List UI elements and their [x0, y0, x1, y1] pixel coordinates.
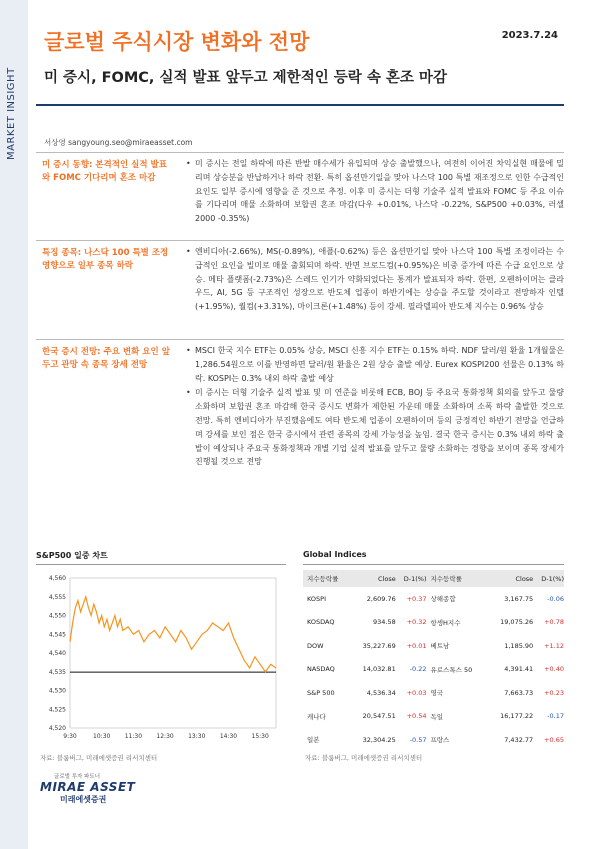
section-stocks — [36, 240, 564, 340]
index-change: +1.12 — [544, 641, 564, 650]
index-change: +0.37 — [406, 594, 427, 603]
index-change: +0.32 — [406, 618, 427, 627]
table-row — [303, 658, 564, 682]
index-close: 7,663.73 — [504, 688, 534, 697]
index-change: -0.17 — [547, 712, 564, 721]
sidebar-label — [6, 20, 22, 180]
column-header: 지수등락률 — [303, 570, 351, 587]
table-row — [303, 611, 564, 635]
y-tick-label: 4,540 — [48, 650, 66, 657]
x-tick-label: 11:30 — [124, 733, 143, 740]
index-close: 4,391.41 — [504, 665, 534, 674]
sp500-intraday-chart — [36, 568, 286, 748]
column-header: D-1(%) — [533, 570, 564, 587]
index-close: 35,227.69 — [362, 641, 396, 650]
index-name: 상해종합 — [430, 595, 456, 604]
column-header: Close — [351, 570, 396, 587]
x-tick-label: 10:30 — [93, 733, 111, 740]
index-change: -0.57 — [409, 735, 427, 744]
bullet-text: • 엔비디아(-2.66%), MS(-0.89%), 애플(-0.62%) 등은 옵션만기일 맞아 나스닥 100 특별 조정이라는 수급적인 요인을 빌미로 매물 출회되며 하락. 반면 브로드컴(+0.95%)은 비중 증가에 따른 수급 요인으로 상승. 메타 플랫폼(-2.73%)은 스레드 인기가 약화되었다는 통계가 발표되자 하락. 한편, 오펜하이머는 클라우드, AI, 5G 등 구조적인 성장으로 반도체 업종이 하반기에는 상승을 주도할 것이라고 전망하자 인텔(+1.95%), 퀄컴(+3.31%), 마이크론(+1.48%) 등이 강세. 필라델피아 반도체 지수는 0.96% 상승 — [186, 245, 564, 314]
global-indices-table — [303, 570, 564, 752]
index-name: S&P 500 — [307, 688, 335, 697]
x-tick-label: 12:30 — [156, 733, 174, 740]
table-title: Global Indices — [303, 550, 367, 559]
sp500-chart-panel — [36, 550, 286, 762]
table-source: 자료: 블룸버그, 미래에셋증권 리서치센터 — [305, 754, 423, 762]
y-tick-label: 4,530 — [48, 687, 66, 695]
section-heading: 한국 증시 전망: 주요 변화 요인 앞두고 관망 속 종목 장세 전망 — [42, 347, 170, 370]
index-change: +0.54 — [406, 712, 427, 721]
x-tick-label: 14:30 — [219, 733, 238, 740]
plot-frame — [70, 578, 276, 728]
index-name: KOSDAQ — [307, 618, 335, 627]
panel-rule — [303, 564, 564, 565]
panel-rule — [36, 564, 286, 565]
index-change: +0.40 — [544, 665, 564, 674]
page-title: 글로벌 주식시장 변화와 전망 — [44, 30, 310, 54]
index-close: 1,185.90 — [504, 641, 534, 650]
index-close: 2,609.76 — [366, 594, 396, 603]
table-row — [303, 705, 564, 729]
index-close: 7,432.77 — [504, 735, 534, 744]
sp500-series-line — [70, 597, 276, 672]
section-body — [186, 344, 564, 470]
x-tick-label: 15:30 — [251, 733, 269, 740]
page-subtitle: 미 증시, FOMC, 실적 발표 앞두고 제한적인 등락 속 혼조 마감 — [44, 70, 447, 86]
index-name: 독일 — [430, 712, 444, 721]
column-header: D-1(%) — [396, 570, 427, 587]
table-header-row — [303, 570, 564, 587]
bullet-text: • 미 증시는 더형 기술주 실적 발표 및 미 연준을 비롯해 ECB, BOJ 등 주요국 통화정책 회의를 앞두고 물량 소화하며 보합권 혼조 마감해 한국 증시도 변화가 제한된 가운데 매물 소화하며 소폭 하락 출발한 것으로 전망. 특히 엔비디아가 부진했음에도 여타 반도체 업종이 오펜하이머 등의 긍정적인 하반기 전망을 언급하며 강세를 보인 점은 한국 증시에서 관련 종목의 강세 가능성을 높임. 결국 한국 증시는 0.3% 내외 하락 출발이 예상되나 주요국 통화정책과 개별 기업 실적 발표를 앞두고 물량 소화하는 경향을 보이며 종목 장세가 진행될 것으로 전망 — [186, 386, 564, 469]
index-close: 16,177.22 — [500, 712, 534, 721]
index-change: +0.23 — [544, 688, 564, 697]
index-name: 프랑스 — [430, 736, 450, 745]
y-tick-label: 4,545 — [48, 631, 66, 639]
table-row — [303, 681, 564, 705]
index-close: 14,032.81 — [362, 665, 396, 674]
index-name: NASDAQ — [307, 665, 335, 674]
chart-title: S&P500 일중 차트 — [36, 551, 108, 560]
table-row — [303, 728, 564, 752]
index-close: 4,536.34 — [366, 688, 396, 697]
section-body — [186, 157, 564, 227]
index-name: 캐나다 — [307, 712, 326, 721]
index-name: 유로스톡스 50 — [430, 665, 473, 674]
report-date: 2023.7.24 — [501, 30, 558, 41]
x-tick-label: 13:30 — [188, 733, 206, 740]
title-rule — [36, 104, 564, 106]
index-change: +0.65 — [544, 735, 564, 744]
section-body — [186, 245, 564, 315]
x-tick-label: 9:30 — [63, 733, 77, 740]
index-change: +0.03 — [406, 688, 427, 697]
index-name: 일본 — [307, 736, 320, 745]
table-row — [303, 634, 564, 658]
column-header: 지수등락률 — [426, 570, 488, 587]
y-tick-label: 4,525 — [48, 706, 66, 714]
index-name: DOW — [307, 641, 324, 650]
index-close: 3,167.75 — [504, 594, 534, 603]
index-close: 934.58 — [372, 618, 396, 627]
section-korea — [36, 339, 564, 519]
y-tick-label: 4,520 — [48, 725, 66, 732]
y-tick-label: 4,550 — [48, 612, 66, 620]
index-change: -0.22 — [409, 665, 427, 674]
sidebar-label-text: MARKET INSIGHT — [6, 67, 17, 160]
index-close: 19,075.26 — [500, 618, 534, 627]
index-close: 20,547.51 — [362, 712, 396, 721]
global-indices-panel — [303, 550, 564, 762]
logo-brand: MIRAE ASSET — [40, 780, 136, 794]
y-tick-label: 4,535 — [48, 668, 66, 676]
chart-source: 자료: 블룸버그, 미래에셋증권 리서치센터 — [40, 754, 158, 762]
index-name: 항셍H지수 — [430, 618, 461, 627]
y-tick-label: 4,560 — [48, 575, 66, 582]
mirae-asset-logo — [40, 772, 135, 805]
bullet-text: • MSCI 한국 지수 ETF는 0.05% 상승, MSCI 신흥 지수 ETF는 0.15% 하락. NDF 달러/원 환율 1개월물은 1,286.54원으로 이를 반영하면 달러/원 환율은 2원 상승 출발 예상. Eurex KOSPI200 선물은 0.13% 하락. KOSPI는 0.3% 내외 하락 출발 예상 — [186, 344, 564, 385]
index-change: +0.01 — [406, 641, 427, 650]
logo-tagline: 글로벌 투자 파트너 — [54, 774, 101, 780]
section-us-market — [36, 152, 564, 252]
index-change: -0.06 — [547, 594, 564, 603]
index-name: 베트남 — [430, 642, 450, 651]
bullet-text: • 미 증시는 전일 하락에 따른 반발 매수세가 유입되며 상승 출발했으나, 여전히 이어진 차익실현 매물에 밀리며 상승분을 반납하거나 하락 전환. 특히 옵션만기일을 맞아 나스닥 100 특별 재조정으로 인한 수급적인 요인도 일부 증시에 영향을 준 것으로 추정. 이후 미 증시는 더형 기술주 실적 발표와 FOMC 등 주요 이슈를 기다리며 매물 소화하며 보합권 혼조 마감(다우 +0.01%, 나스닥 -0.22%, S&P500 +0.03%, 러셀2000 -0.35%) — [186, 157, 564, 226]
index-change: +0.78 — [544, 618, 564, 627]
index-name: 영국 — [430, 689, 444, 698]
index-name: KOSPI — [307, 594, 326, 603]
section-heading: 특징 종목: 나스닥 100 특별 조정 영향으로 일부 종목 하락 — [42, 248, 169, 271]
table-row — [303, 587, 564, 611]
y-tick-label: 4,555 — [48, 593, 66, 601]
logo-korean: 미래에셋증권 — [60, 795, 107, 804]
column-header: Close — [488, 570, 533, 587]
author-line: 서상영 sangyoung.seo@miraeasset.com — [44, 138, 193, 147]
index-close: 32,304.25 — [362, 735, 396, 744]
section-heading: 미 증시 동향: 본격적인 실적 발표와 FOMC 기다리며 혼조 마감 — [42, 160, 167, 183]
